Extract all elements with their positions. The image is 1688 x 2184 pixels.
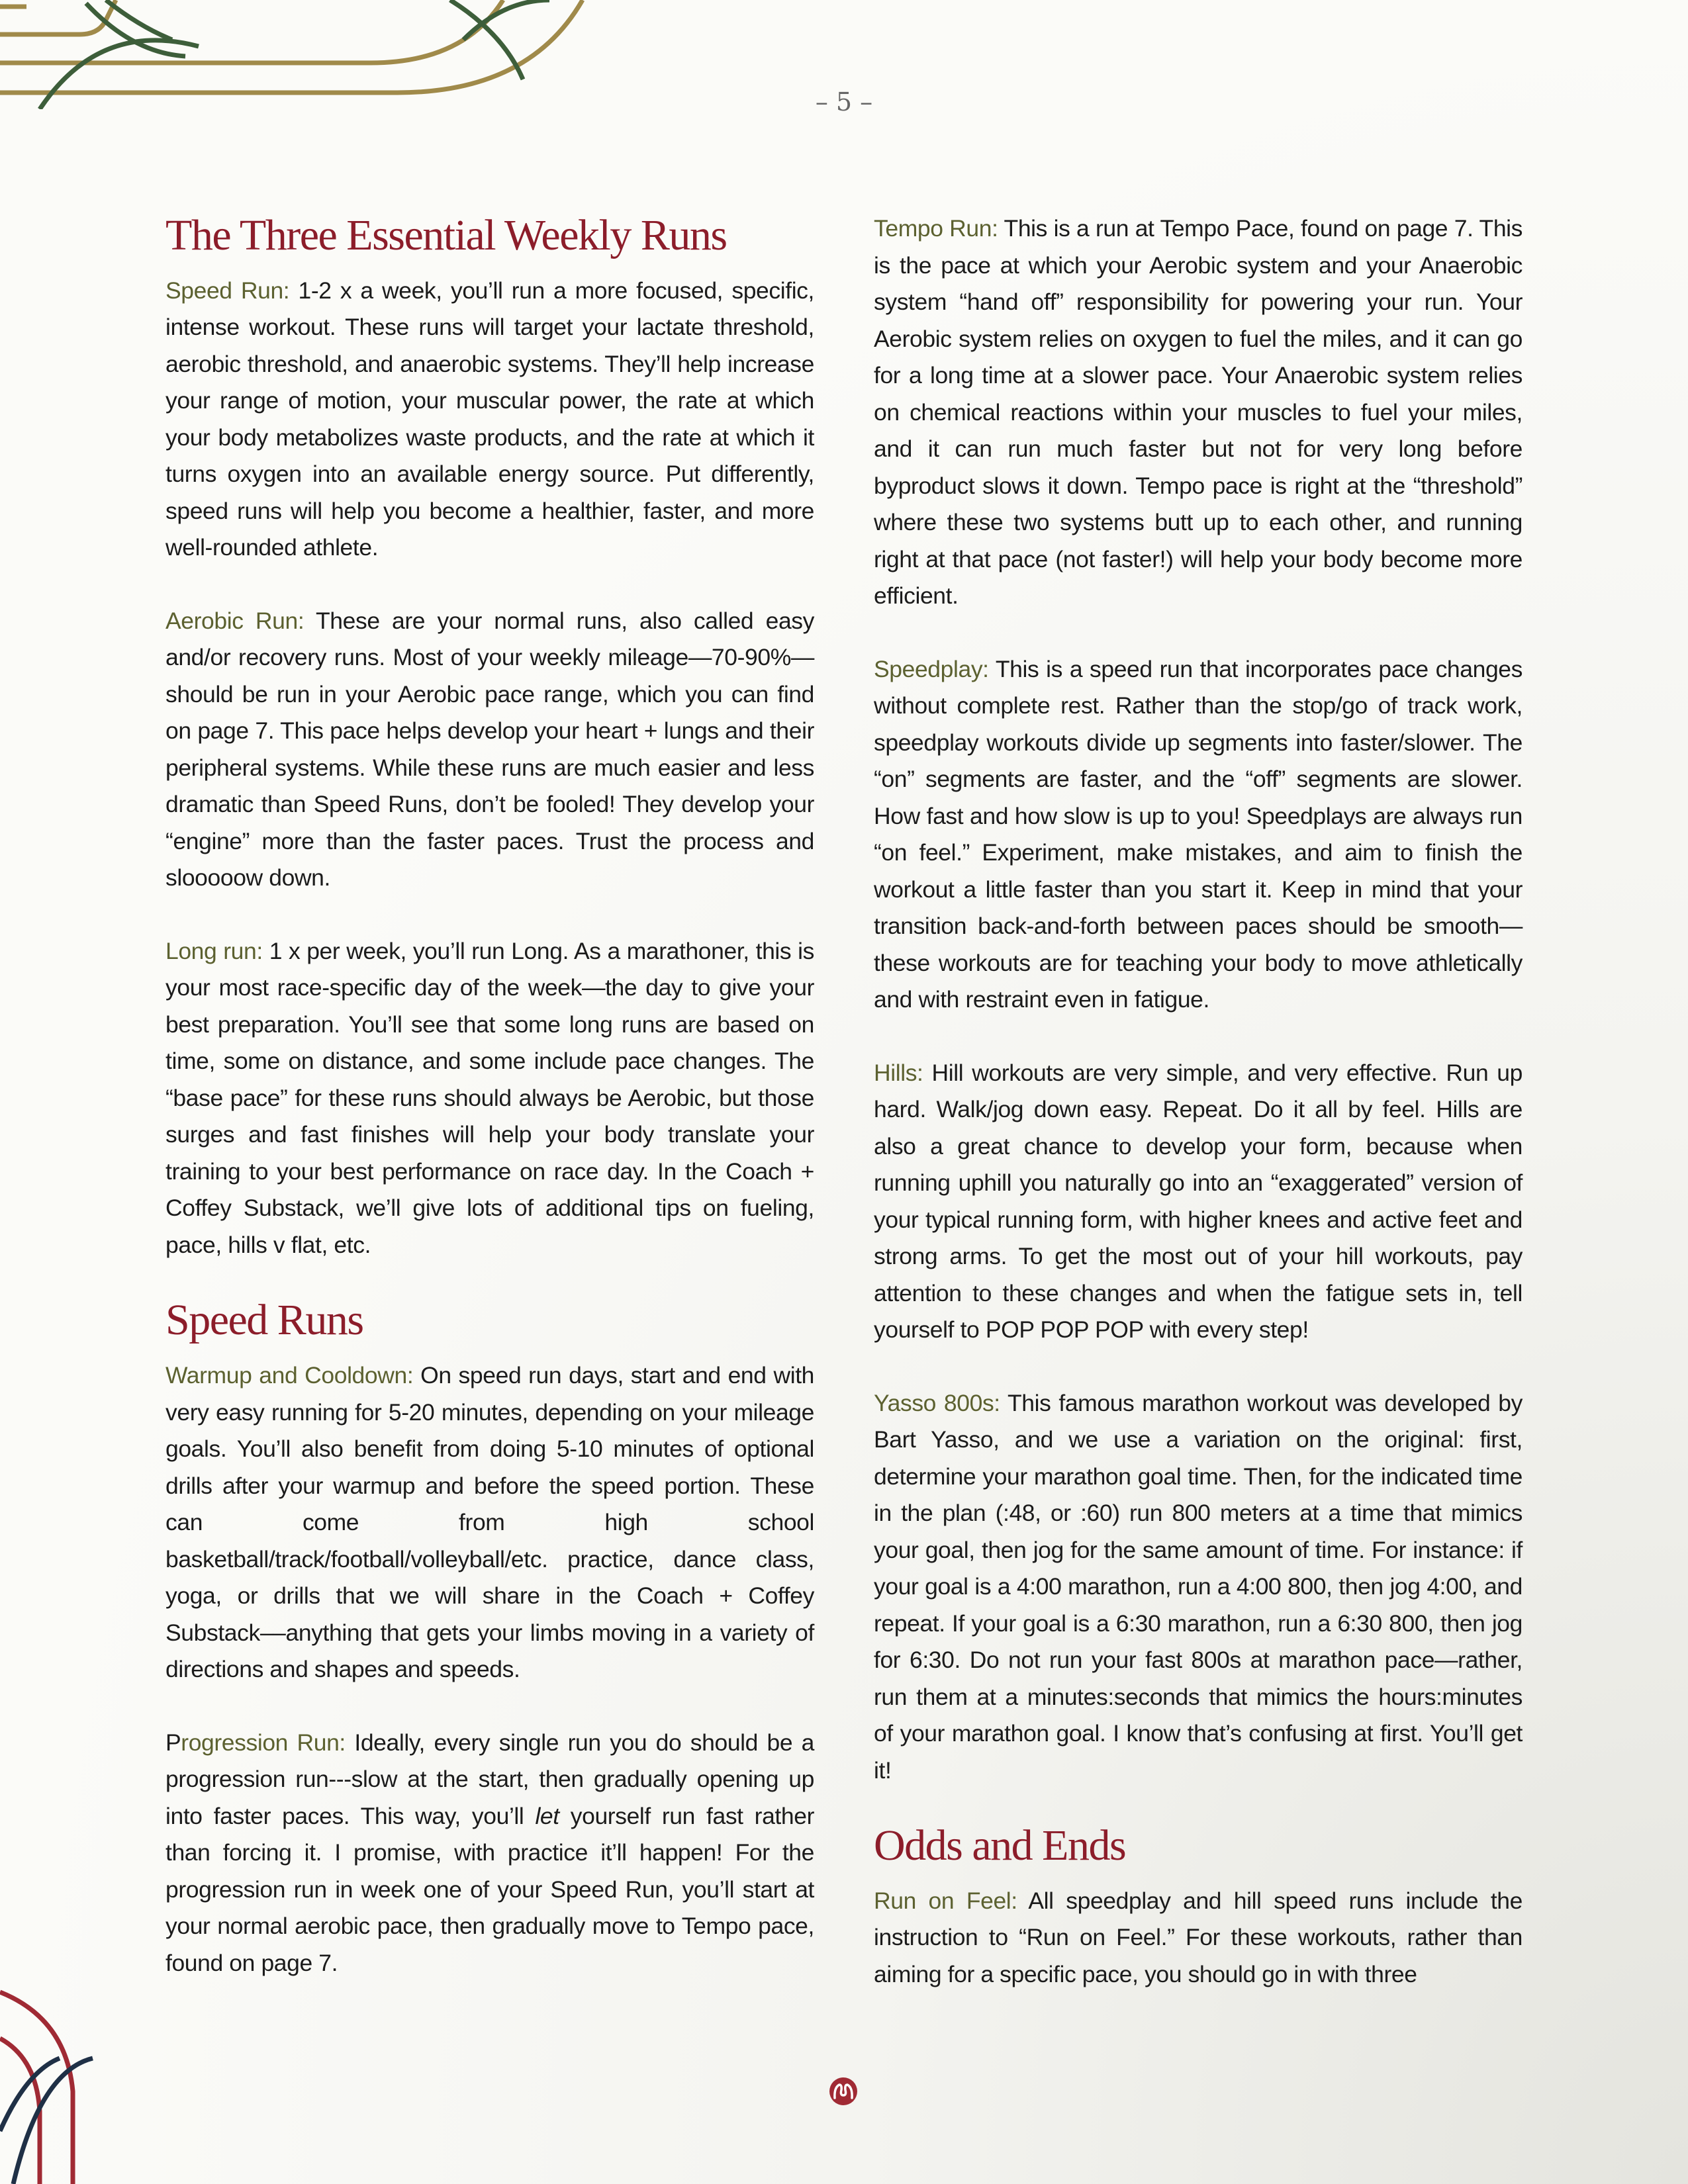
paragraph-speed-run [165, 273, 814, 567]
term-aerobic-run: Aerobic Run: [165, 607, 305, 634]
right-column [874, 210, 1523, 1993]
term-progression-run: rogression Run: [181, 1729, 346, 1756]
paragraph-progression-run [165, 1725, 814, 1982]
term-run-on-feel: Run on Feel: [874, 1887, 1017, 1914]
paragraph-hills [874, 1055, 1523, 1349]
paragraph-yasso-800s [874, 1385, 1523, 1790]
term-long-run: Long run: [165, 937, 263, 964]
text-yasso-800s: This famous marathon workout was developed by Bart Yasso, and we use a variation on the original: first, determine your marathon goal time. Then, for the indicated time in the plan (:48, or :60) run 800 meters at a time that mimics your goal, then jog for the same amount of time. For instance: if your goal is a 4:00 marathon, run a 4:00 800, then jog 4:00, and repeat. If your goal is a 6:30 marathon, run a 6:30 800, then jog for 6:30. Do not run your fast 800s at marathon pace—rather, run them at a minutes:seconds that mimics the hours:minutes of your marathon goal. I know that’s confusing at first. You’ll get it! [874, 1389, 1523, 1784]
paragraph-run-on-feel [874, 1883, 1523, 1993]
text-tempo-run: This is a run at Tempo Pace, found on page 7. This is the pace at which your Aerobic system and your Anaerobic system “hand off” responsibility for powering your run. Your Aerobic system relies on oxygen to fuel the miles, and it can go for a long time at a slower pace. Your Anaerobic system relies on chemical reactions within your muscles to fuel your miles, and it can run much faster but not for very long before byproduct slows it down. Tempo pace is right at the “threshold” where these two systems butt up to each other, and running right at that pace (not faster!) will help your body become more efficient. [874, 215, 1523, 609]
term-hills: Hills: [874, 1059, 923, 1086]
term-progression-run-initial: P [165, 1729, 181, 1756]
term-speed-run: Speed Run: [165, 277, 290, 304]
term-speedplay: Speedplay: [874, 655, 989, 682]
text-warmup-cooldown: On speed run days, start and end with very easy running for 5-20 minutes, depending on your mileage goals. You’ll also benefit from doing 5-10 minutes of optional drills after your warmup and before the speed portion. These can come from high school basketball/track/football/volleyball/etc. practice, dance class, yoga, or drills that we will share in the Coach + Coffey Substack––anything that gets your limbs moving in a variety of directions and shapes and speeds. [165, 1362, 814, 1683]
paragraph-tempo-run [874, 210, 1523, 615]
term-yasso-800s: Yasso 800s: [874, 1389, 1000, 1416]
text-run-on-feel: All speedplay and hill speed runs include the instruction to “Run on Feel.” For these workouts, rather than aiming for a specific pace, you should go in with three [874, 1887, 1523, 1987]
text-aerobic-run: These are your normal runs, also called easy and/or recovery runs. Most of your weekly mileage—70-90%—should be run in your Aerobic pace range, which you can find on page 7. This pace helps develop your heart + lungs and their peripheral systems. While these runs are much easier and less dramatic than Speed Runs, don’t be fooled! They develop your “engine” more than the faster paces. Trust the process and slooooow down. [165, 607, 815, 891]
text-progression-run-b: yourself run fast rather than forcing it. I promise, with practice it’ll happen! For the progression run in week one of your Speed Run, you’ll start at your normal aerobic pace, then gradually move to Tempo pace, found on page 7. [165, 1802, 814, 1976]
text-long-run: 1 x per week, you’ll run Long. As a marathoner, this is your most race-specific day of the week—the day to give your best preparation. You’ll see that some long runs are based on time, some on distance, and some include pace changes. The “base pace” for these runs should always be Aerobic, but those surges and fast finishes will help your body translate your training to your best performance on race day. In the Coach + Coffey Substack, we’ll give lots of additional tips on fueling, pace, hills v flat, etc. [165, 937, 814, 1258]
text-progression-run-a: Ideally, every single run you do should be a progression run---slow at the start, then gradually opening up into faster paces. This way, you’ll [165, 1729, 814, 1829]
decorative-arcs-bottom [0, 1979, 99, 2184]
text-speedplay: This is a speed run that incorporates pace changes without complete rest. Rather than the stop/go of track work, speedplay workouts divide up segments into faster/slower. The “on” segments are faster, and the “off” segments are slower. How fast and how slow is up to you! Speedplays are always run “on feel.” Experiment, make mistakes, and aim to finish the workout a little faster than you start it. Keep in mind that your transition back-and-forth between paces should be smooth—these workouts are for teaching your body to move athletically and with restraint even in fatigue. [874, 655, 1523, 1013]
paragraph-speedplay [874, 651, 1523, 1019]
heading-odds-and-ends: Odds and Ends [874, 1821, 1126, 1870]
page-number: – 5 – [815, 87, 873, 116]
text-speed-run: 1-2 x a week, you’ll run a more focused, specific, intense workout. These runs will target your lactate threshold, aerobic threshold, and anaerobic systems. They’ll help increase your range of motion, your muscular power, the rate at which your body metabolizes waste products, and the rate at which it turns oxygen into an available energy source. Put differently, speed runs will help you become a healthier, faster, and more well-rounded athlete. [165, 277, 814, 561]
term-tempo-run: Tempo Run: [874, 215, 998, 242]
paragraph-aerobic-run [165, 603, 814, 897]
text-hills: Hill workouts are very simple, and very effective. Run up hard. Walk/jog down easy. Repeat. Do it all by feel. Hills are also a great chance to develop your form, because when running uphill you naturally go into an “exaggerated” version of your typical running form, with higher knees and active feet and strong arms. To get the most out of your hill workouts, pay attention to these changes and when the fatigue sets in, tell yourself to POP POP POP with every step! [874, 1059, 1523, 1343]
heading-three-essential-weekly-runs: The Three Essential Weekly Runs [165, 211, 727, 259]
term-warmup-cooldown: Warmup and Cooldown: [165, 1362, 414, 1389]
heading-speed-runs: Speed Runs [165, 1296, 363, 1345]
paragraph-warmup-cooldown [165, 1357, 814, 1688]
paragraph-long-run [165, 933, 814, 1264]
left-column [165, 210, 814, 1981]
text-progression-run-emphasis: let [535, 1802, 559, 1829]
lululemon-logo-icon [829, 2077, 858, 2106]
